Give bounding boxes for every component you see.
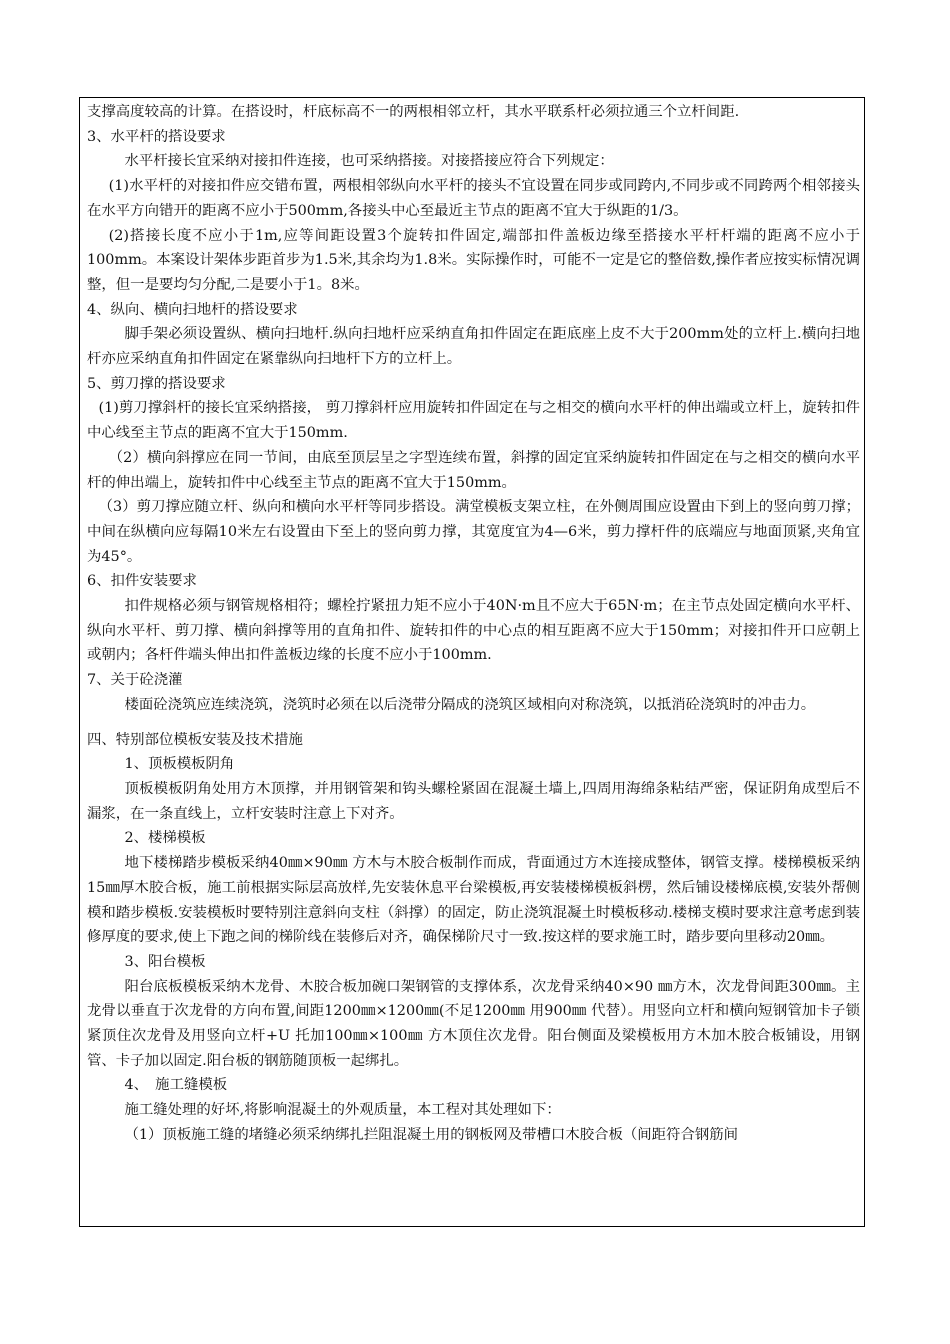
- spacer: [87, 718, 860, 728]
- paragraph: (1)水平杆的对接扣件应交错布置，两根相邻纵向水平杆的接头不宜设置在同步或同跨内,不同步或不同跨两个相邻接头在水平方向错开的距离不应小于500mm,各接头中心至最近主节点的距离不宜大于纵距的1/3。: [87, 178, 860, 219]
- section-heading: 四、特别部位模板安装及技术措施: [87, 731, 303, 748]
- document-body: [87, 100, 860, 1148]
- subsection-heading: 2、楼梯模板: [124, 830, 206, 847]
- paragraph: （1）顶板施工缝的堵缝必须采纳绑扎拦阻混凝土用的钢板网及带槽口木胶合板（间距符合钢筋间: [124, 1126, 739, 1143]
- paragraph: 地下楼梯踏步模板采纳40㎜×90㎜ 方木与木胶合板制作而成，背面通过方木连接成整体，钢管支撑。楼梯模板采纳15㎜厚木胶合板，施工前根据实际层高放样,先安装休息平台梁模板,再安装楼梯模板斜楞，然后铺设楼梯底模,安装外帮侧模和踏步模板.安装模板时要特别注意斜向支柱（斜撑）的固定，防止浇筑混凝土时模板移动.楼梯支模时要求注意考虑到装修厚度的要求,使上下跑之间的梯阶线在装修后对齐，确保梯阶尺寸一致.按这样的要求施工时，踏步要向里移动20㎜。: [87, 855, 860, 946]
- paragraph: (2)搭接长度不应小于1m,应等间距设置3个旋转扣件固定,端部扣件盖板边缘至搭接水平杆杆端的距离不应小于100mm。本案设计架体步距首步为1.5米,其余均为1.8米。实际操作时，可能不一定是它的整倍数,操作者应按实标情况调整，但一是要均匀分配,二是要小于1。8米。: [87, 227, 860, 293]
- document-frame: [79, 97, 865, 1227]
- paragraph: 脚手架必须设置纵、横向扫地杆.纵向扫地杆应采纳直角扣件固定在距底座上皮不大于200mm处的立杆上.横向扫地杆亦应采纳直角扣件固定在紧靠纵向扫地杆下方的立杆上。: [87, 326, 860, 368]
- paragraph: 支撑高度较高的计算。在搭设时，杆底标高不一的两根相邻立杆，其水平联系杆必须拉通三个立杆间距.: [87, 104, 740, 120]
- paragraph: 楼面砼浇筑应连续浇筑，浇筑时必须在以后浇带分隔成的浇筑区域相向对称浇筑，以抵消砼浇筑时的冲击力。: [124, 696, 816, 713]
- paragraph: 施工缝处理的好坏,将影响混凝土的外观质量，本工程对其处理如下：: [124, 1102, 561, 1119]
- paragraph: （2）横向斜撑应在同一节间，由底至顶层呈之字型连续布置，斜撑的固定宜采纳旋转扣件固定在与之相交的横向水平杆的伸出端上，旋转扣件中心线至主节点的距离不宜大于150mm。: [87, 449, 860, 491]
- paragraph: 顶板模板阴角处用方木顶撑，并用钢管架和钩头螺栓紧固在混凝土墙上,四周用海绵条粘结严密，保证阴角成型后不漏浆，在一条直线上，立杆安装时注意上下对齐。: [87, 780, 860, 822]
- paragraph: （3）剪刀撑应随立杆、纵向和横向水平杆等同步搭设。满堂模板支架立柱，在外侧周围应设置由下到上的竖向剪刀撑；中间在纵横向应每隔10米左右设置由下至上的竖向剪力撑，其宽度宜为4—6米，剪力撑杆件的底端应与地面顶紧,夹角宜为45°。: [87, 499, 860, 565]
- paragraph: (1)剪刀撑斜杆的接长宜采纳搭接， 剪刀撑斜杆应用旋转扣件固定在与之相交的横向水平杆的伸出端或立杆上，旋转扣件中心线至主节点的距离不宜大于150mm.: [87, 400, 860, 442]
- subsection-heading: 1、顶板模板阴角: [124, 756, 235, 773]
- paragraph: 扣件规格必须与钢管规格相符；螺栓拧紧扭力矩不应小于40N·m且不应大于65N·m；在主节点处固定横向水平杆、纵向水平杆、剪刀撑、横向斜撑等用的直角扣件、旋转扣件的中心点的相互距离不应大于150mm；对接扣件开口应朝上或朝内；各杆件端头伸出扣件盖板边缘的长度不应小于100mm.: [87, 598, 860, 664]
- section-heading: 5、剪刀撑的搭设要求: [87, 375, 226, 392]
- section-heading: 4、纵向、横向扫地杆的搭设要求: [87, 301, 298, 318]
- paragraph: 阳台底板模板采纳木龙骨、木胶合板加碗口架钢管的支撑体系，次龙骨采纳40×90 ㎜方木，次龙骨间距300㎜。主龙骨以垂直于次龙骨的方向布置,间距1200㎜×1200㎜(不足1200㎜ 用900㎜ 代替）。用竖向立杆和横向短钢管加卡子锁紧顶住次龙骨及用竖向立杆+U 托加100㎜×100㎜ 方木顶住次龙骨。阳台侧面及梁模板用方木加木胶合板铺设，用钢管、卡子加以固定.阳台板的钢筋随顶板一起绑扎。: [87, 978, 860, 1069]
- section-heading: 7、关于砼浇灌: [87, 672, 183, 689]
- section-heading: 3、水平杆的搭设要求: [87, 128, 226, 145]
- subsection-heading: 3、阳台模板: [124, 953, 206, 970]
- section-heading: 6、扣件安装要求: [87, 573, 197, 590]
- subsection-heading: 4、 施工缝模板: [124, 1077, 228, 1094]
- paragraph: 水平杆接长宜采纳对接扣件连接，也可采纳搭接。对接搭接应符合下列规定：: [124, 153, 614, 170]
